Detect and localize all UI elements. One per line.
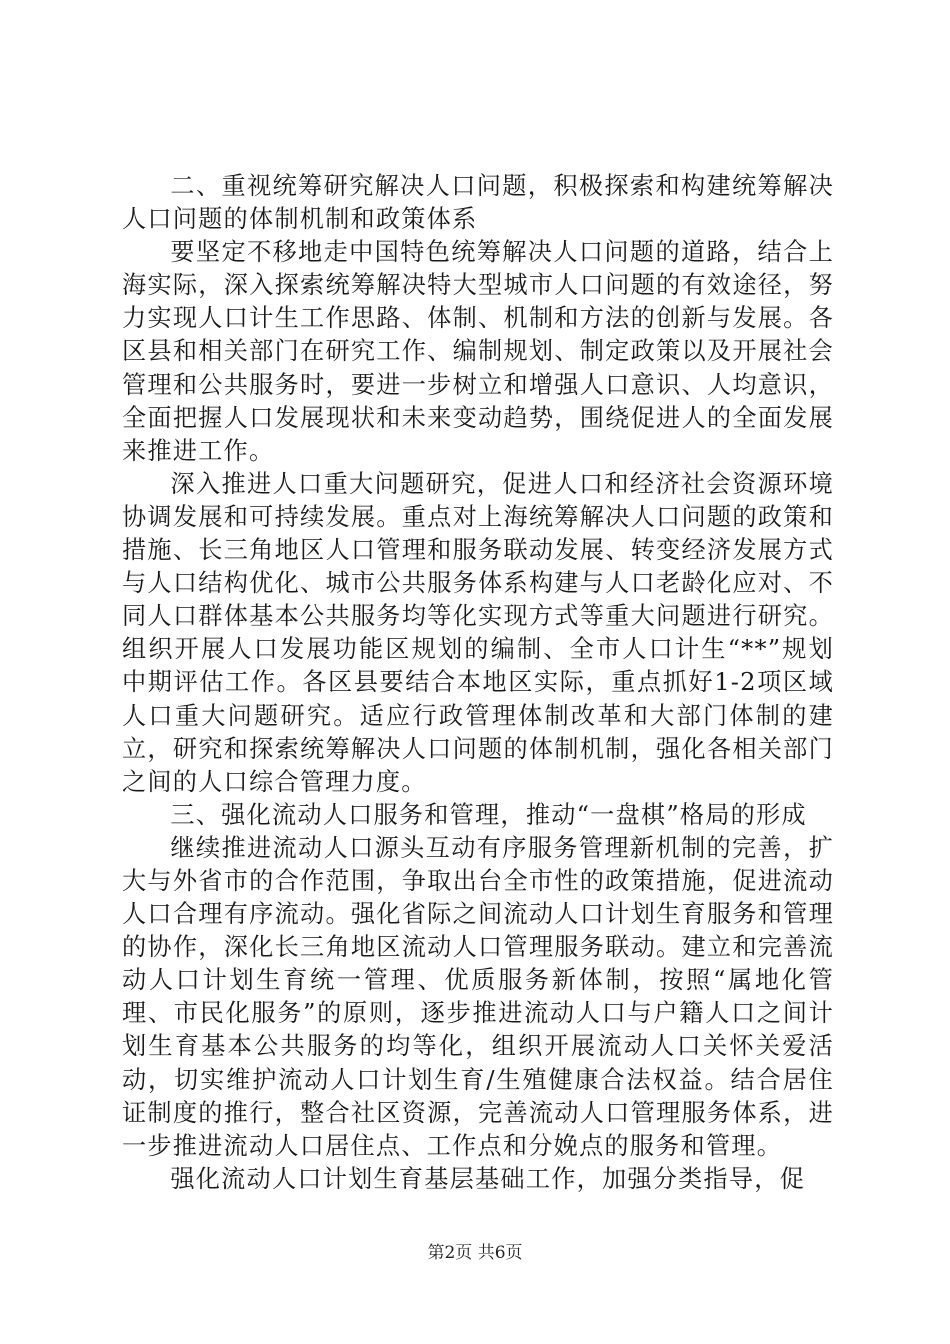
section-heading-three: 三、强化流动人口服务和管理，推动“一盘棋”格局的形成	[170, 800, 807, 829]
body-paragraph: 继续推进流动人口源头互动有序服务管理新机制的完善，扩大与外省市的合作范围，争取出台全市性的政策措施，促进流动人口合理有序流动。强化省际之间流动人口计划生育服务和管理的协作，深化长三角地区流动人口管理服务联动。建立和完善流动人口计划生育统一管理、优质服务新体制，按照“属地化管理、市民化服务”的原则，逐步推进流动人口与户籍人口之间计划生育基本公共服务的均等化，组织开展流动人口关怀关爱活动，切实维护流动人口计划生育/生殖健康合法权益。结合居住证制度的推行，整合社区资源，完善流动人口管理服务体系，进一步推进流动人口居住点、工作点和分娩点的服务和管理。	[122, 833, 834, 1160]
document-body	[122, 170, 834, 1196]
body-paragraph: 要坚定不移地走中国特色统筹解决人口问题的道路，结合上海实际，深入探索统筹解决特大型城市人口问题的有效途径，努力实现人口计生工作思路、体制、机制和方法的创新与发展。各区县和相关部门在研究工作、编制规划、制定政策以及开展社会管理和公共服务时，要进一步树立和增强人口意识、人均意识，全面把握人口发展现状和未来变动趋势，围绕促进人的全面发展来推进工作。	[122, 238, 834, 465]
section-heading-two: 二、重视统筹研究解决人口问题，积极探索和构建统筹解决人口问题的体制机制和政策体系	[122, 172, 834, 234]
body-paragraph: 深入推进人口重大问题研究，促进人口和经济社会资源环境协调发展和可持续发展。重点对上海统筹解决人口问题的政策和措施、长三角地区人口管理和服务联动发展、转变经济发展方式与人口结构优化、城市公共服务体系构建与人口老龄化应对、不同人口群体基本公共服务均等化实现方式等重大问题进行研究。组织开展人口发展功能区规划的编制、全市人口计生“**”规划中期评估工作。各区县要结合本地区实际，重点抓好1-2项区域人口重大问题研究。适应行政管理体制改革和大部门体制的建立，研究和探索统筹解决人口问题的体制机制，强化各相关部门之间的人口综合管理力度。	[122, 469, 834, 796]
body-paragraph: 强化流动人口计划生育基层基础工作，加强分类指导，促	[170, 1164, 806, 1193]
page-number: 第2页 共6页	[427, 1243, 523, 1263]
